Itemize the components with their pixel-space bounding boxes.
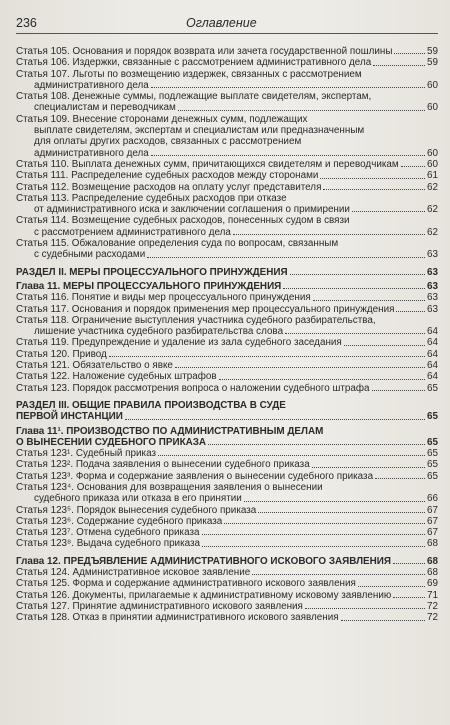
toc-entry[interactable]	[16, 371, 438, 382]
running-title: Оглавление	[186, 16, 257, 30]
toc-entry-text: Статья 118. Ограничение выступления участника судебного разбирательства,	[16, 314, 376, 326]
dot-leader	[258, 512, 425, 513]
toc-page-number: 63	[427, 303, 438, 315]
toc-entry-text: Статья 126. Документы, прилагаемые к административному исковому заявлению	[16, 589, 392, 601]
toc-entry-text: Статья 123³. Форма и содержание заявления о вынесении судебного приказа	[16, 470, 374, 482]
toc-entry-text: Статья 122. Наложение судебных штрафов	[16, 371, 217, 383]
toc-page-number: 62	[427, 204, 438, 216]
toc-entry[interactable]	[16, 578, 438, 589]
toc-entry[interactable]	[16, 612, 438, 623]
dot-leader	[341, 620, 425, 621]
toc-entry-text: Статья 116. Понятие и виды мер процессуального принуждения	[16, 292, 311, 304]
toc-entry[interactable]	[16, 360, 438, 371]
toc-page-number: 67	[427, 504, 438, 516]
dot-leader	[344, 345, 425, 346]
dot-leader	[352, 211, 425, 212]
toc-entry-text: Статья 108. Денежные суммы, подлежащие выплате свидетелям, экспертам,	[16, 91, 372, 103]
dot-leader	[125, 419, 425, 420]
toc-entry-text: Статья 114. Возмещение судебных расходов, понесенных судом в связи	[16, 215, 350, 227]
toc-entry-text: Статья 123⁵. Порядок вынесения судебного приказа	[16, 504, 257, 516]
dot-leader	[305, 608, 425, 609]
toc-page-number: 68	[427, 555, 438, 567]
toc-entry[interactable]	[16, 238, 438, 261]
toc-entry-text: Статья 123⁶. Содержание судебного приказа	[16, 515, 223, 527]
toc-entry-text: Статья 123⁸. Выдача судебного приказа	[16, 538, 201, 550]
toc-entry[interactable]	[16, 349, 438, 360]
dot-leader	[358, 586, 425, 587]
toc-entry-text: с рассмотрением административного дела	[34, 226, 231, 238]
toc-page-number: 66	[427, 493, 438, 505]
toc-page-number: 67	[427, 527, 438, 539]
toc-entry-text: административного дела	[34, 79, 149, 91]
toc-page-number: 63	[427, 280, 438, 292]
toc-entry-text: судебного приказа или отказа в его принятии	[34, 493, 242, 505]
toc-entry[interactable]	[16, 114, 438, 159]
dot-leader	[109, 356, 425, 357]
dot-leader	[233, 234, 425, 235]
toc-entry-text: Статья 110. Выплата денежных сумм, причитающихся свидетелям и переводчикам	[16, 158, 399, 170]
toc-heading[interactable]	[16, 400, 438, 423]
toc-entry-text: Статья 123⁴. Основания для возвращения заявления о вынесении	[16, 481, 323, 493]
toc-entry-text: для оплаты других расходов, связанных с рассмотрением	[34, 136, 302, 148]
toc-entry-text: Статья 119. Предупреждение и удаление из зала судебного заседания	[16, 337, 342, 349]
toc-entry-text: Статья 128. Отказ в принятии административного искового заявления	[16, 612, 339, 624]
toc-entry[interactable]	[16, 505, 438, 516]
toc-entry[interactable]	[16, 567, 438, 578]
toc-page-number: 64	[427, 371, 438, 383]
dot-leader	[175, 367, 425, 368]
toc-entry[interactable]	[16, 159, 438, 170]
toc-entry[interactable]	[16, 57, 438, 68]
toc-entry[interactable]	[16, 538, 438, 549]
toc-entry[interactable]	[16, 590, 438, 601]
toc-entry-text: Статья 111. Распределение судебных расходов между сторонами	[16, 170, 319, 182]
toc-entry[interactable]	[16, 170, 438, 181]
toc-entry[interactable]	[16, 91, 438, 114]
toc-entry-text: специалистам и переводчикам	[34, 102, 176, 114]
dot-leader	[396, 311, 425, 312]
toc-page-number: 59	[427, 46, 438, 57]
toc-page-number: 60	[427, 79, 438, 91]
dot-leader	[320, 178, 425, 179]
toc-entry[interactable]	[16, 527, 438, 538]
dot-leader	[312, 467, 425, 468]
toc-page-number: 62	[427, 226, 438, 238]
toc-entry-text: с судебными расходами	[34, 249, 146, 261]
toc-entry-text: Статья 125. Форма и содержание административного искового заявления	[16, 578, 356, 590]
toc-entry-text: Статья 123¹. Судебный приказ	[16, 448, 156, 460]
toc-entry-text: РАЗДЕЛ III. ОБЩИЕ ПРАВИЛА ПРОИЗВОДСТВА В СУДЕ	[16, 399, 286, 411]
toc-page-number: 71	[427, 589, 438, 601]
toc-entry-text: Статья 117. Основания и порядок применения мер процессуального принуждения	[16, 303, 395, 315]
dot-leader	[323, 189, 425, 190]
toc-page-number: 65	[427, 436, 438, 448]
toc-page-number: 72	[427, 600, 438, 612]
toc-page-number: 68	[427, 538, 438, 550]
toc-entry-text: О ВЫНЕСЕНИИ СУДЕБНОГО ПРИКАЗА	[16, 436, 207, 448]
toc-entry[interactable]	[16, 215, 438, 238]
dot-leader	[393, 597, 425, 598]
toc-entry-text: административного дела	[34, 147, 149, 159]
toc-entry-text: Глава 11¹. ПРОИЗВОДСТВО ПО АДМИНИСТРАТИВНЫМ ДЕЛАМ	[16, 425, 324, 437]
toc-page-number: 65	[427, 382, 438, 394]
toc-entry-text: Статья 127. Принятие административного искового заявления	[16, 600, 303, 612]
toc-page-number: 64	[427, 337, 438, 349]
toc-heading[interactable]	[16, 426, 438, 449]
dot-leader	[151, 87, 425, 88]
dot-leader	[178, 110, 425, 111]
dot-leader	[147, 257, 425, 258]
dot-leader	[244, 501, 425, 502]
toc-page-number: 67	[427, 515, 438, 527]
dot-leader	[401, 166, 425, 167]
toc-entry[interactable]	[16, 459, 438, 470]
toc-entry[interactable]	[16, 315, 438, 338]
dot-leader	[393, 563, 425, 564]
dot-leader	[313, 300, 425, 301]
toc-entry-text: Глава 11. МЕРЫ ПРОЦЕССУАЛЬНОГО ПРИНУЖДЕНИЯ	[16, 280, 282, 292]
dot-leader	[224, 523, 425, 524]
dot-leader	[372, 390, 425, 391]
toc-entry-text: Статья 112. Возмещение расходов на оплату услуг представителя	[16, 181, 322, 193]
toc-entry-text: Статья 115. Обжалование определения суда по вопросам, связанным	[16, 238, 339, 250]
page-header	[16, 0, 438, 34]
dot-leader	[375, 478, 425, 479]
toc-entry-text: от административного иска и заключении соглашения о примирении	[34, 204, 350, 216]
toc-page-number: 65	[427, 448, 438, 460]
page-number: 236	[16, 16, 37, 30]
dot-leader	[283, 288, 425, 289]
toc-entry-text: Статья 106. Издержки, связанные с рассмотрением административного дела	[16, 57, 372, 69]
table-of-contents	[16, 46, 438, 624]
toc-page-number: 59	[427, 57, 438, 69]
toc-entry-text: Статья 120. Привод	[16, 348, 107, 360]
toc-entry-text: Глава 12. ПРЕДЪЯВЛЕНИЕ АДМИНИСТРАТИВНОГО ИСКОВОГО ЗАЯВЛЕНИЯ	[16, 555, 391, 567]
toc-page-number: 65	[427, 411, 438, 423]
dot-leader	[158, 455, 425, 456]
toc-page-number: 63	[427, 292, 438, 304]
toc-entry[interactable]	[16, 292, 438, 303]
toc-entry[interactable]	[16, 69, 438, 92]
toc-entry-text: Статья 123. Порядок рассмотрения вопроса о наложении судебного штрафа	[16, 382, 370, 394]
toc-entry[interactable]	[16, 482, 438, 505]
dot-leader	[202, 534, 426, 535]
toc-entry-text: Статья 123⁷. Отмена судебного приказа	[16, 527, 200, 539]
toc-entry[interactable]	[16, 471, 438, 482]
dot-leader	[202, 546, 425, 547]
toc-entry-text: выплате свидетелям, экспертам и специалистам или предназначенным	[34, 125, 365, 137]
toc-page-number: 60	[427, 147, 438, 159]
toc-heading[interactable]	[16, 281, 438, 292]
dot-leader	[252, 574, 425, 575]
toc-entry-text: Статья 109. Внесение сторонами денежных сумм, подлежащих	[16, 113, 308, 125]
toc-page-number: 65	[427, 470, 438, 482]
toc-entry-text: РАЗДЕЛ II. МЕРЫ ПРОЦЕССУАЛЬНОГО ПРИНУЖДЕНИЯ	[16, 266, 288, 278]
dot-leader	[151, 155, 425, 156]
toc-page-number: 63	[427, 266, 438, 278]
toc-entry[interactable]	[16, 304, 438, 315]
toc-page-number: 64	[427, 326, 438, 338]
dot-leader	[373, 65, 425, 66]
toc-entry[interactable]	[16, 337, 438, 348]
dot-leader	[290, 274, 425, 275]
toc-page-number: 60	[427, 102, 438, 114]
toc-entry-text: Статья 123². Подача заявления о вынесении судебного приказа	[16, 459, 310, 471]
toc-page-number: 61	[427, 170, 438, 182]
toc-page-number: 65	[427, 459, 438, 471]
toc-entry-text: Статья 113. Распределение судебных расходов при отказе	[16, 192, 287, 204]
dot-leader	[208, 444, 425, 445]
toc-entry-text: Статья 107. Льготы по возмещению издержек, связанных с рассмотрением	[16, 68, 362, 80]
toc-entry[interactable]	[16, 383, 438, 394]
toc-entry[interactable]	[16, 46, 438, 57]
toc-entry-text: Статья 105. Основания и порядок возврата или зачета государственной пошлины	[16, 46, 393, 57]
dot-leader	[285, 333, 425, 334]
dot-leader	[219, 379, 425, 380]
toc-page-number: 72	[427, 612, 438, 624]
toc-heading[interactable]	[16, 556, 438, 567]
toc-page-number: 63	[427, 249, 438, 261]
toc-entry-text: ПЕРВОЙ ИНСТАНЦИИ	[16, 411, 123, 423]
toc-page-number: 64	[427, 360, 438, 372]
toc-entry-text: Статья 124. Административное исковое заявление	[16, 567, 251, 579]
toc-entry[interactable]	[16, 516, 438, 527]
dot-leader	[394, 53, 425, 54]
toc-entry-text: лишение участника судебного разбирательства слова	[34, 326, 284, 338]
toc-page-number: 68	[427, 567, 438, 579]
toc-entry[interactable]	[16, 182, 438, 193]
toc-page-number: 60	[427, 158, 438, 170]
toc-entry[interactable]	[16, 601, 438, 612]
toc-entry-text: Статья 121. Обязательство о явке	[16, 360, 173, 372]
toc-page-number: 69	[427, 578, 438, 590]
toc-entry[interactable]	[16, 193, 438, 216]
toc-page-number: 64	[427, 348, 438, 360]
toc-entry[interactable]	[16, 448, 438, 459]
toc-page-number: 62	[427, 181, 438, 193]
toc-heading[interactable]	[16, 267, 438, 278]
